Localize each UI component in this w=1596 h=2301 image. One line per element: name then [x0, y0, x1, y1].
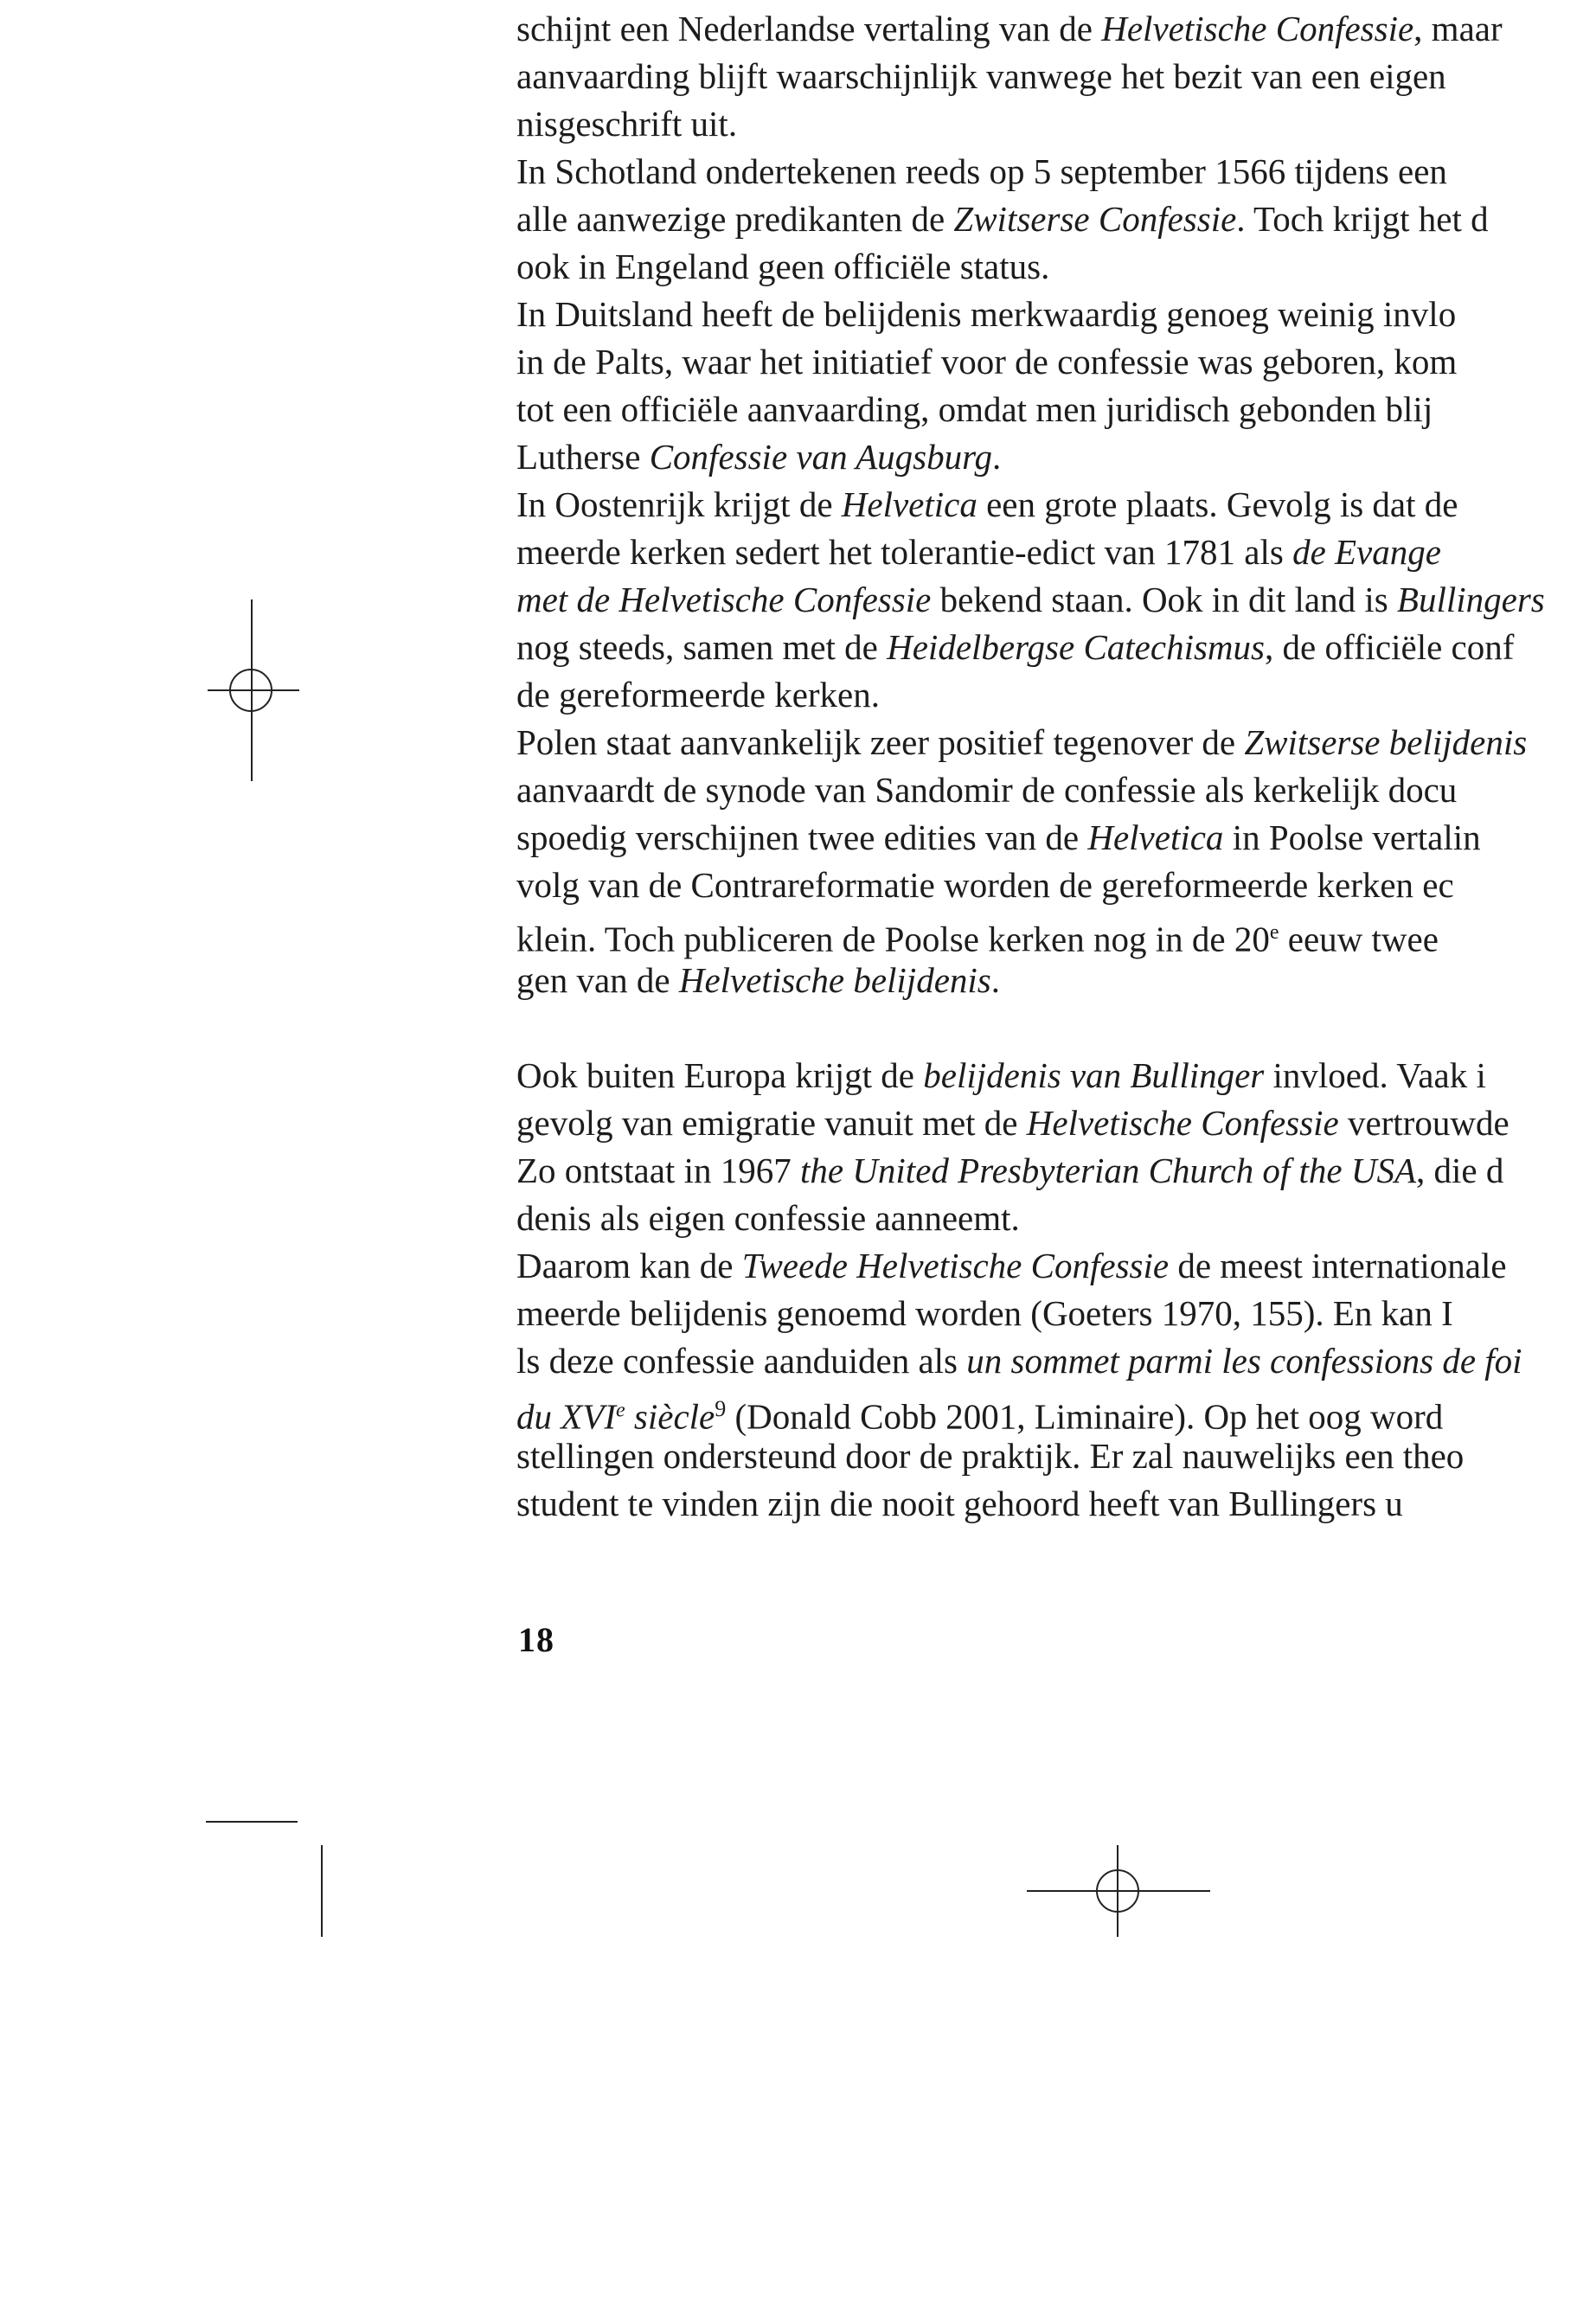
text-line: nog steeds, samen met de Heidelbergse Catechismus, de officiële conf — [516, 627, 1515, 667]
text-line: aanvaardt de synode van Sandomir de confessie als kerkelijk docu — [516, 770, 1458, 810]
text-line: Zo ontstaat in 1967 the United Presbyterian Church of the USA, die d — [516, 1150, 1504, 1190]
text-line: In Schotland ondertekenen reeds op 5 september 1566 tijdens een — [516, 151, 1447, 191]
text-line: spoedig verschijnen twee edities van de Helvetica in Poolse vertalin — [516, 817, 1481, 857]
text-line: In Oostenrijk krijgt de Helvetica een grote plaats. Gevolg is dat de — [516, 484, 1458, 524]
text-line: alle aanwezige predikanten de Zwitserse Confessie. Toch krijgt het d — [516, 199, 1489, 239]
page-number: 18 — [518, 1620, 554, 1659]
text-line: du XVIe siècle$^9$ (Donald Cobb 2001, Liminaire). Op het oog word — [516, 1396, 1444, 1437]
text-line: met de Helvetische Confessie bekend staan. Ook in dit land is Bullingers — [516, 580, 1545, 619]
text-line: Polen staat aanvankelijk zeer positief tegenover de Zwitserse belijdenis — [516, 722, 1528, 762]
text-line: Ook buiten Europa krijgt de belijdenis van Bullinger invloed. Vaak i — [516, 1055, 1486, 1095]
text-line: student te vinden zijn die nooit gehoord heeft van Bullingers u — [516, 1484, 1403, 1523]
text-line: Daarom kan de Tweede Helvetische Confessie de meest internationale — [516, 1246, 1507, 1285]
text-line: ook in Engeland geen officiële status. — [516, 247, 1050, 286]
text-line: Lutherse Confessie van Augsburg. — [516, 437, 1002, 477]
text-line: meerde belijdenis genoemd worden (Goeters 1970, 155). En kan I — [516, 1293, 1453, 1333]
text-line: tot een officiële aanvaarding, omdat men juridisch gebonden blij — [516, 389, 1433, 429]
text-line: ls deze confessie aanduiden als un sommet parmi les confessions de foi — [516, 1341, 1522, 1381]
text-line: volg van de Contrareformatie worden de gereformeerde kerken ec — [516, 865, 1454, 905]
text-line: meerde kerken sedert het tolerantie-edict van 1781 als de Evange — [516, 532, 1441, 572]
text-line: de gereformeerde kerken. — [516, 675, 880, 715]
text-line: in de Palts, waar het initiatief voor de confessie was geboren, kom — [516, 342, 1458, 381]
text-line: denis als eigen confessie aanneemt. — [516, 1198, 1020, 1238]
text-line: In Duitsland heeft de belijdenis merkwaardig genoeg weinig invlo — [516, 294, 1457, 334]
text-line: stellingen ondersteund door de praktijk. Er zal nauwelijks een theo — [516, 1436, 1465, 1476]
text-line: schijnt een Nederlandse vertaling van de Helvetische Confessie, maar — [516, 9, 1503, 48]
text-line: nisgeschrift uit. — [516, 104, 738, 144]
text-line: gevolg van emigratie vanuit met de Helvetische Confessie vertrouwde — [516, 1103, 1509, 1143]
text-line: gen van de Helvetische belijdenis. — [516, 960, 1000, 1000]
body-text — [516, 0, 1596, 1592]
text-line: aanvaarding blijft waarschijnlijk vanwege het bezit van een eigen — [516, 56, 1446, 96]
text-line: klein. Toch publiceren de Poolse kerken nog in de 20e eeuw twee — [516, 919, 1439, 959]
